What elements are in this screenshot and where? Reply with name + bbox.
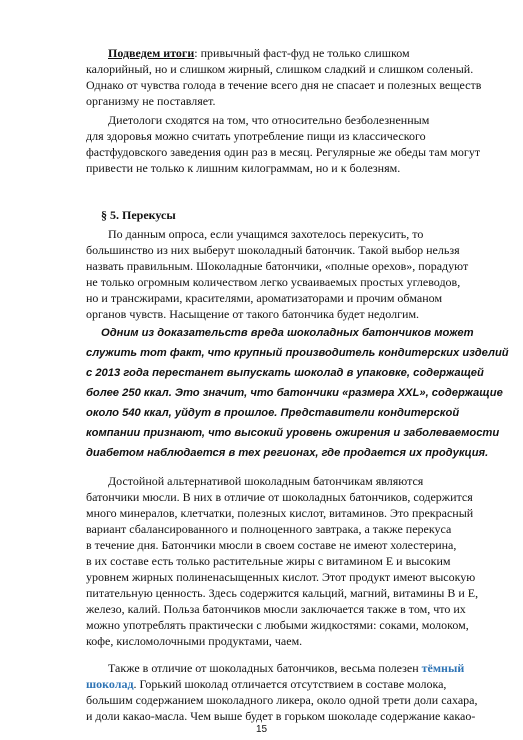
- summary-label: Подведем итоги: [108, 46, 195, 60]
- emphasis-line: около 540 ккал, уйдут в прошлое. Представители кондитерской: [86, 407, 460, 419]
- emphasis-line: с 2013 года перестанет выпускать шоколад в упаковке, содержащей: [86, 367, 484, 379]
- intro-line: но и трансжирами, красителями, ароматизаторами и прочим обманом: [86, 291, 443, 305]
- dietitians-line: для здоровья можно считать употребление пищи из классического: [86, 129, 426, 143]
- intro-line: По данным опроса, если учащимся захотелось перекусить, то: [108, 227, 424, 241]
- page-number: 15: [255, 724, 268, 735]
- dietitians-line: привести не только к лишним килограммам, но и к болезням.: [86, 161, 401, 175]
- emphasis-line: диабетом наблюдается в тех регионах, где продается их продукция.: [86, 447, 489, 459]
- muesli-line: Достойной альтернативой шоколадным батончикам являются: [108, 474, 424, 488]
- summary-line: калорийный, но и слишком жирный, слишком сладкий и слишком соленый.: [86, 62, 474, 76]
- dark-chocolate-link[interactable]: тёмный: [421, 661, 465, 675]
- muesli-line: много минералов, клетчатки, полезных кислот, витаминов. Это прекрасный: [86, 506, 474, 520]
- muesli-line: в течение дня. Батончики мюсли в своем составе не имеют холестерина,: [86, 538, 457, 552]
- dietitians-line: фастфудовского заведения один раз в месяц. Регулярные же обеды там могут: [86, 145, 481, 159]
- dark-chocolate-link-continued[interactable]: шоколад: [86, 677, 134, 691]
- muesli-line: железо, калий. Польза батончиков мюсли заключается также в том, что их: [86, 602, 466, 616]
- dark-line: большим содержанием шоколадного ликера, около одной трети доли сахара,: [86, 693, 478, 707]
- muesli-line: питательную ценность. Здесь содержится кальций, магний, витамины В и Е,: [86, 586, 479, 600]
- muesli-line: можно употреблять практически с любыми жидкостями: соками, молоком,: [86, 618, 469, 632]
- muesli-line: уровнем жирных полиненасыщенных кислот. Этот продукт имеют высокую: [86, 570, 476, 584]
- muesli-line: вариант сбалансированного и полноценного завтрака, а также перекуса: [86, 522, 452, 536]
- emphasis-line: более 250 ккал. Это значит, что батончики «размера XXL», содержащие: [86, 387, 503, 399]
- dark-line-2-rest: . Горький шоколад отличается отсутствием в составе молока,: [133, 677, 447, 691]
- dietitians-line: Диетологи сходятся на том, что относительно безболезненным: [108, 113, 430, 127]
- intro-line: большинство из них выберут шоколадный батончик. Такой выбор нельзя: [86, 243, 460, 257]
- intro-line: органов чувств. Насыщение от такого батончика будет недолгим.: [86, 307, 420, 321]
- emphasis-line: Одним из доказательств вреда шоколадных батончиков может: [101, 327, 474, 339]
- dark-line-1: [108, 661, 503, 675]
- intro-line: назвать правильным. Шоколадные батончики, «полные орехов», порадуют: [86, 259, 469, 273]
- emphasis-line: служить тот факт, что крупный производитель кондитерских изделий: [86, 347, 509, 359]
- summary-line-1-rest: : привычный фаст-фуд не только слишком: [194, 46, 410, 60]
- dark-line-1-start: Также в отличие от шоколадных батончиков, весьма полезен: [108, 661, 422, 675]
- muesli-line: батончики мюсли. В них в отличие от шоколадных батончиков, содержится: [86, 490, 473, 504]
- section-heading: § 5. Перекусы: [101, 208, 176, 222]
- dark-line: и доли какао-масла. Чем выше будет в горьком шоколаде содержание какао-: [86, 709, 476, 723]
- summary-line: организму не поставляет.: [86, 94, 216, 108]
- intro-line: не только огромным количеством легко усваиваемых простых углеводов,: [86, 275, 461, 289]
- muesli-line: кофе, кисломолочными продуктами, чаем.: [86, 634, 303, 648]
- muesli-line: в их составе есть только растительные жиры с витамином Е и высоким: [86, 554, 451, 568]
- summary-line-1: [108, 46, 503, 60]
- dark-line-2: [86, 677, 481, 691]
- summary-line: Однако от чувства голода в течение всего дня не спасает и полезных веществ: [86, 78, 482, 92]
- emphasis-line: компании признают, что высокий уровень ожирения и заболеваемости: [86, 427, 500, 439]
